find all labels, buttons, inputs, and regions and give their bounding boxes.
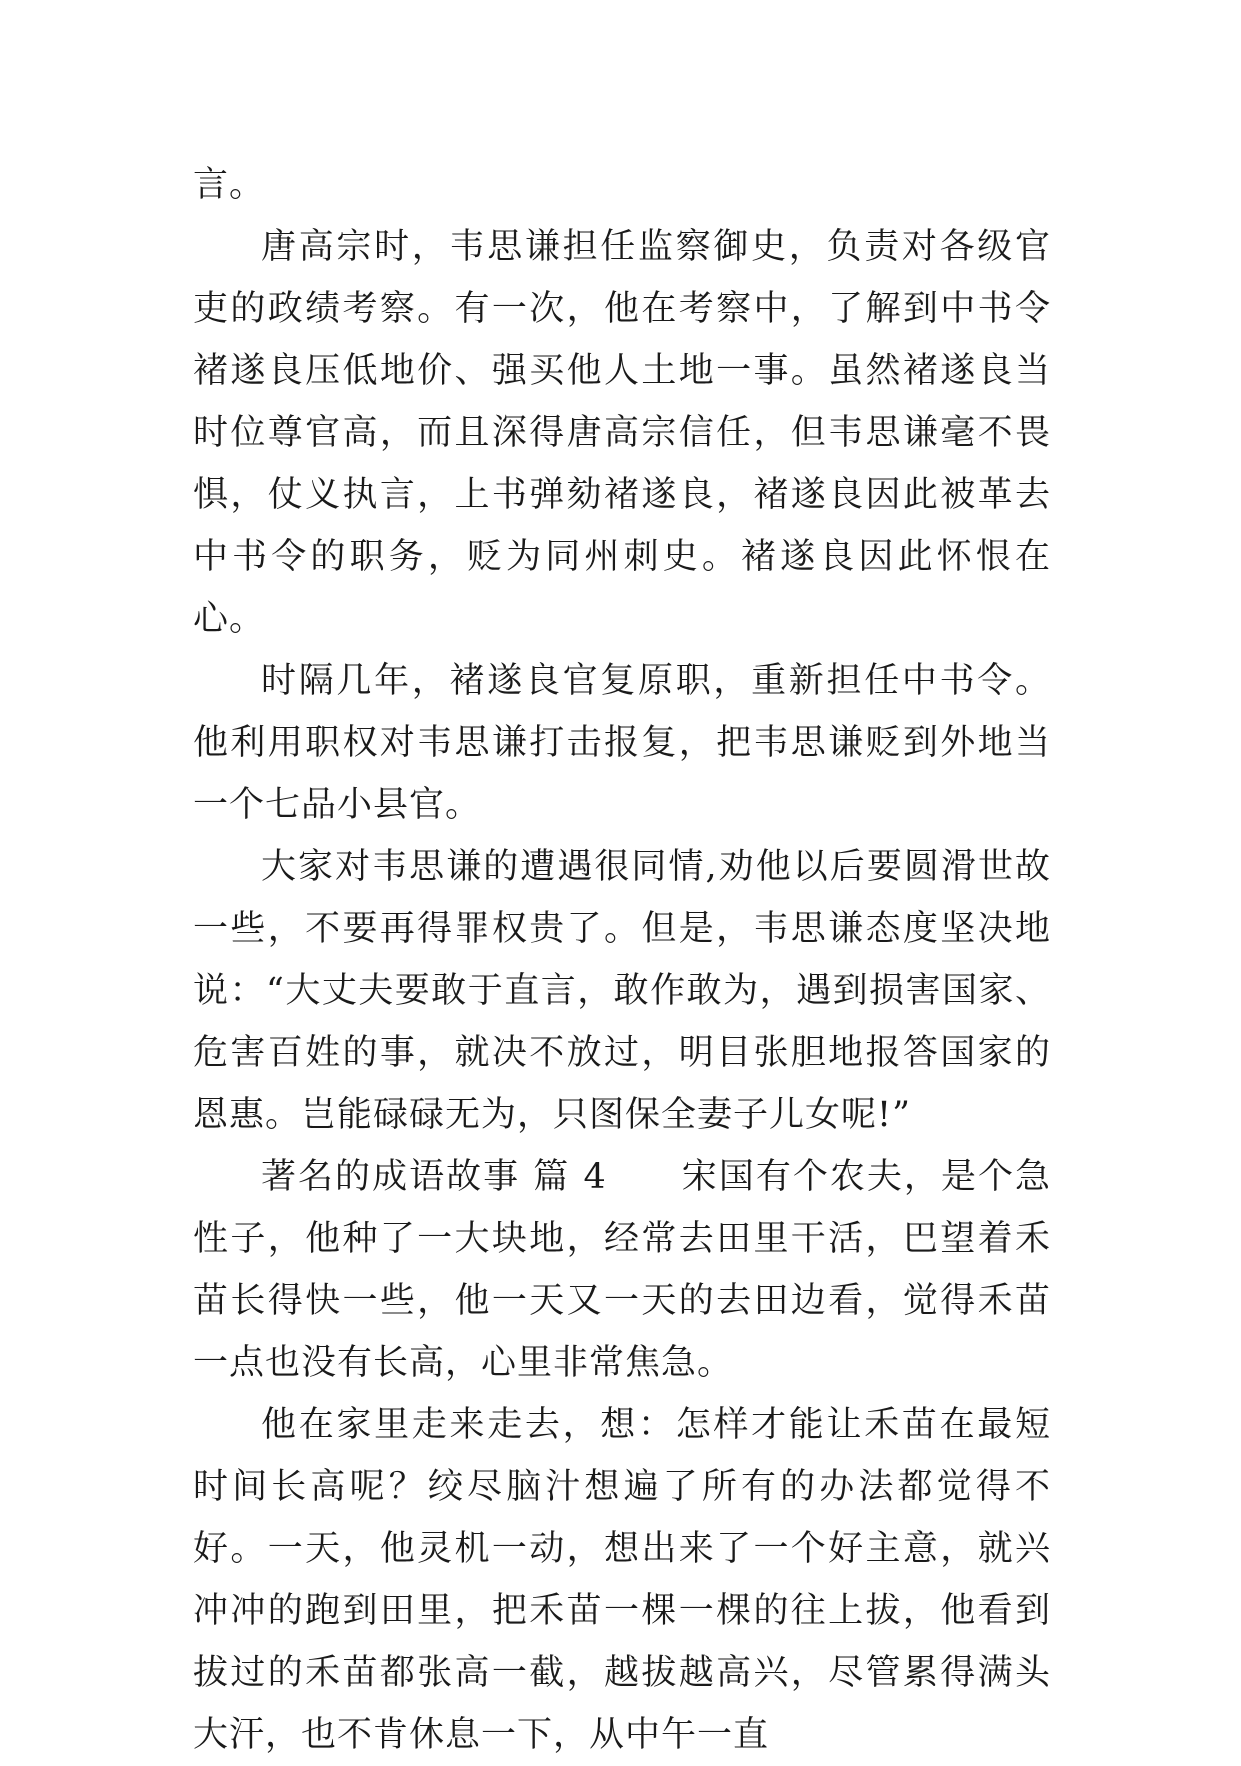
paragraph-story-4: 著名的成语故事 篇 4 宋国有个农夫，是个急性子，他种了一大块地，经常去田里干活，巴望着禾苗长得快一些，他一天又一天的去田边看，觉得禾苗一点也没有长高，心里非常焦急。 bbox=[193, 1157, 1051, 1383]
paragraph-continuation: 言。 bbox=[193, 165, 266, 205]
paragraph-everyone-sympathy: 大家对韦思谦的遭遇很同情,劝他以后要圆滑世故一些，不要再得罪权贵了。但是，韦思谦态度坚决地说：“大丈夫要敢于直言，敢作敢为，遇到损害国家、危害百姓的事，就决不放过，明目张胆地报答国家的恩惠。岂能碌碌无为，只图保全妻子儿女呢!” bbox=[193, 847, 1051, 1135]
paragraph-tang-gaozong: 唐高宗时，韦思谦担任监察御史，负责对各级官吏的政绩考察。有一次，他在考察中，了解到中书令褚遂良压低地价、强买他人土地一事。虽然褚遂良当时位尊官高，而且深得唐高宗信任，但韦思谦毫不畏惧，仗义执言，上书弹劾褚遂良，褚遂良因此被革去中书令的职务，贬为同州刺史。褚遂良因此怀恨在心。 bbox=[193, 227, 1051, 639]
document-body bbox=[193, 154, 1051, 1766]
paragraph-years-later: 时隔几年，褚遂良官复原职，重新担任中书令。他利用职权对韦思谦打击报复，把韦思谦贬到外地当一个七品小县官。 bbox=[193, 661, 1051, 825]
paragraph-farmer-thinking: 他在家里走来走去，想：怎样才能让禾苗在最短时间长高呢？绞尽脑汁想遍了所有的办法都觉得不好。一天，他灵机一动，想出来了一个好主意，就兴冲冲的跑到田里，把禾苗一棵一棵的往上拔，他看到拔过的禾苗都张高一截，越拔越高兴，尽管累得满头大汗，也不肯休息一下，从中午一直 bbox=[193, 1405, 1051, 1755]
